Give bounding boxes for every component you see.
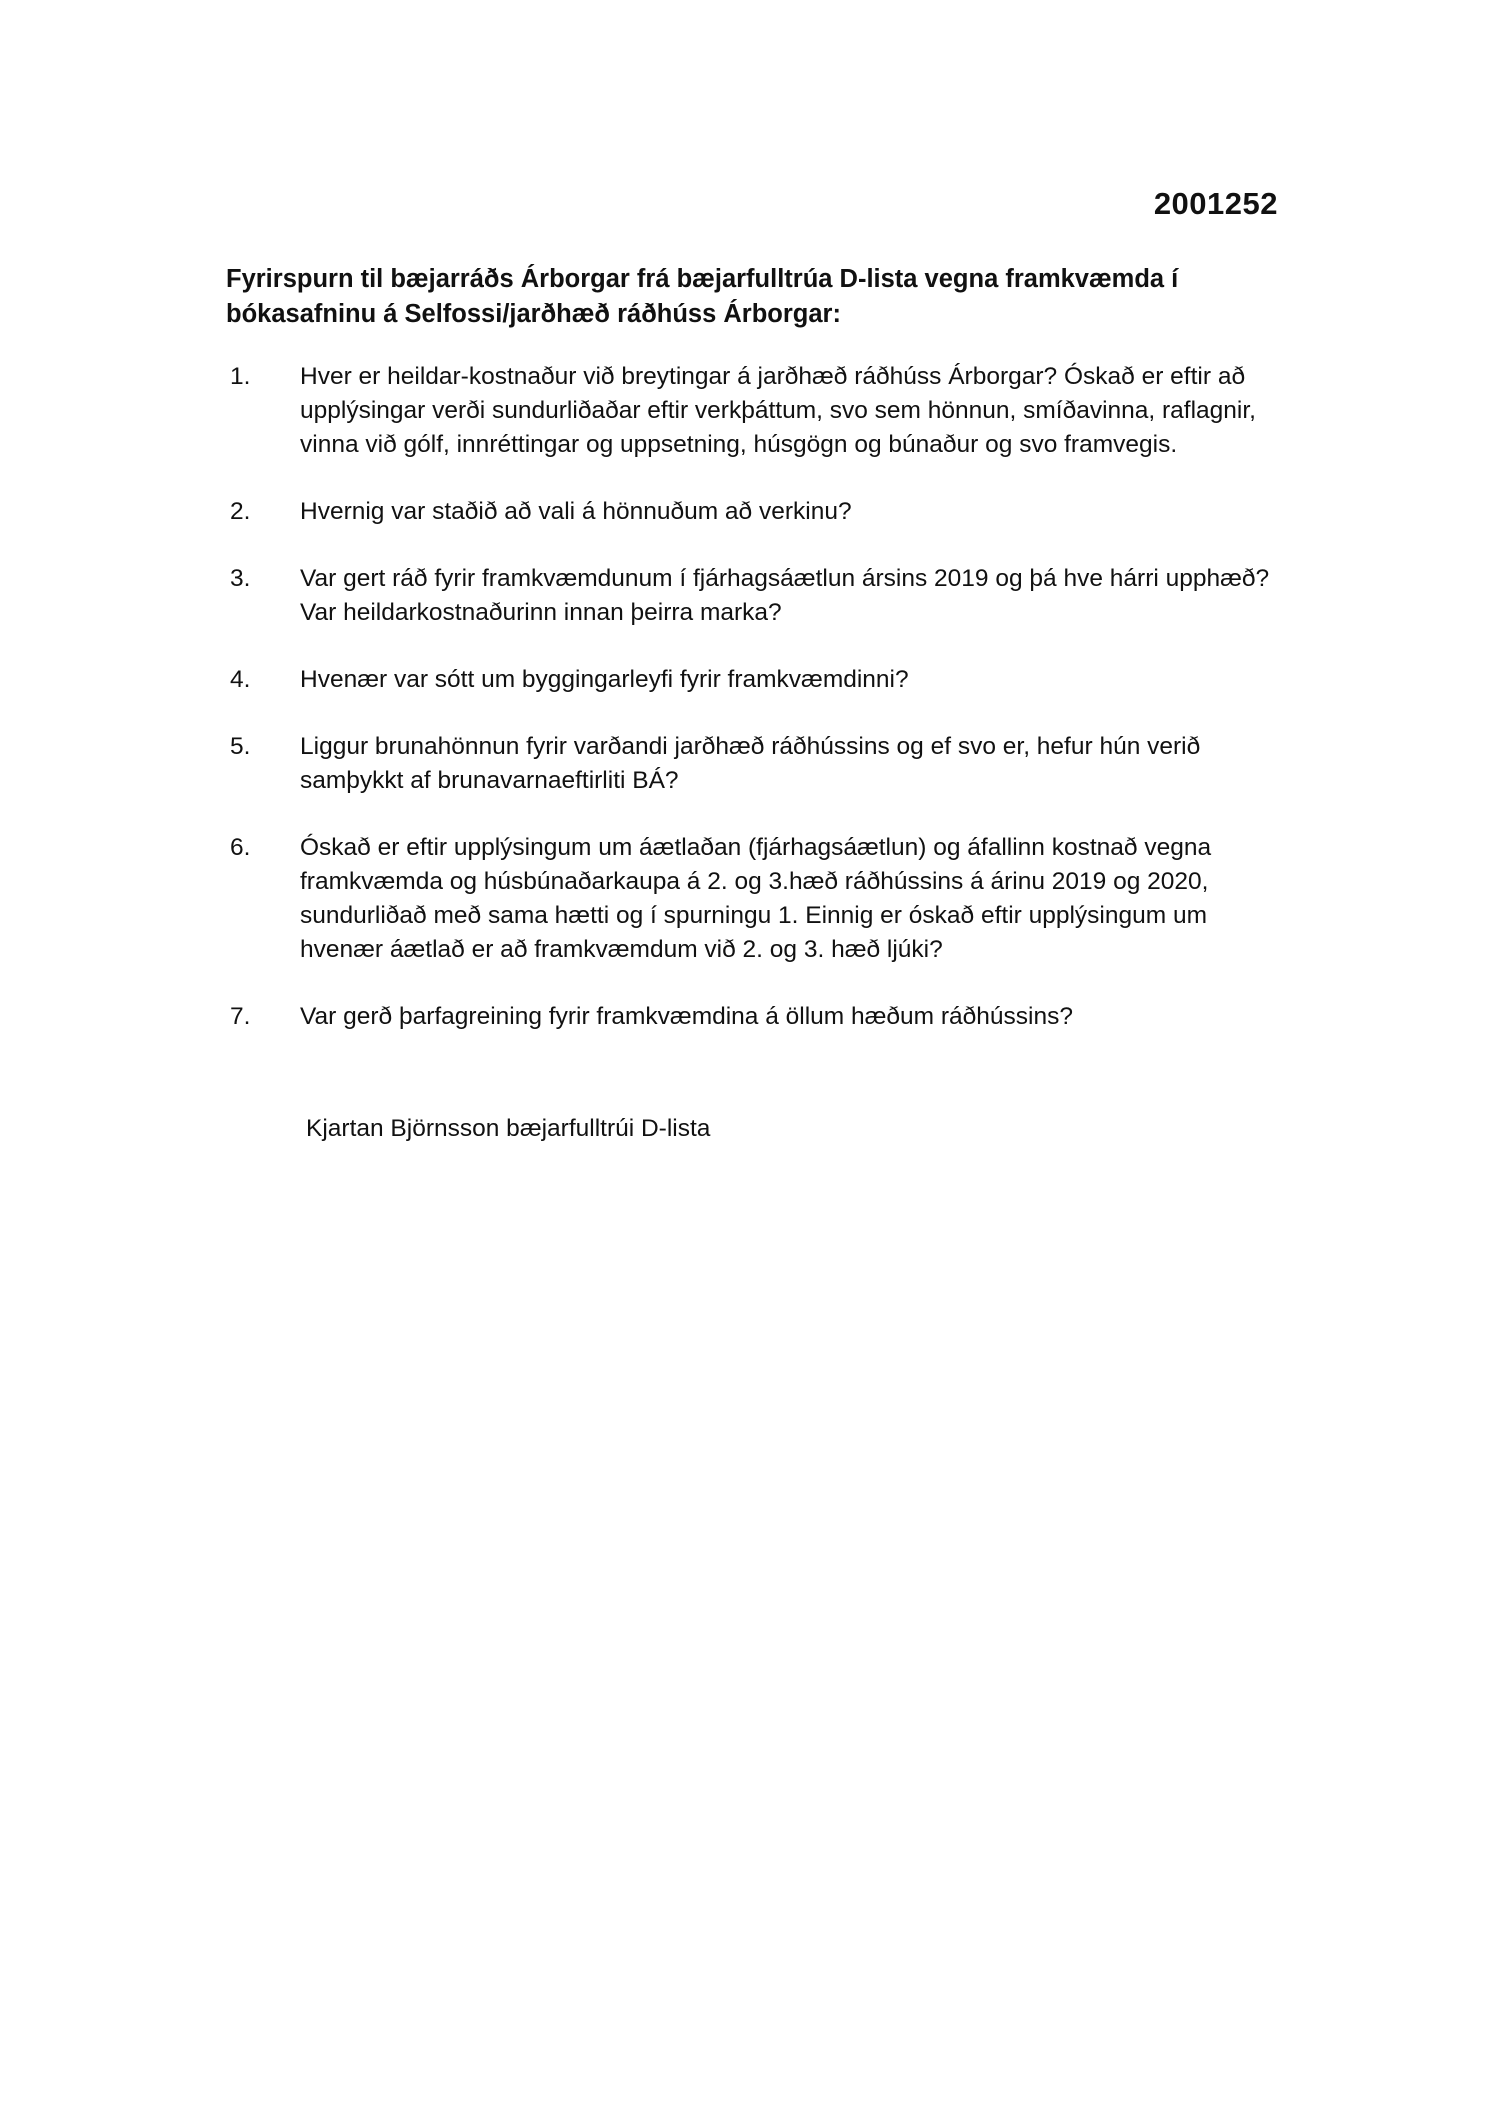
- question-item: [226, 495, 1296, 529]
- question-text: Var gert ráð fyrir framkvæmdunum í fjárhagsáætlun ársins 2019 og þá hve hárri upphæð? Var heildarkostnaðurinn innan þeirra marka?: [300, 565, 1270, 626]
- question-item: [226, 562, 1296, 630]
- question-item: [226, 663, 1296, 697]
- document-title: Fyrirspurn til bæjarráðs Árborgar frá bæjarfulltrúa D-lista vegna framkvæmda í bókasafninu á Selfossi/jarðhæð ráðhúss Árborgar:: [226, 265, 1179, 328]
- question-item: [226, 831, 1296, 967]
- question-item: [226, 360, 1296, 462]
- question-text: Óskað er eftir upplýsingum um áætlaðan (fjárhagsáætlun) og áfallinn kostnað vegna framkvæmda og húsbúnaðarkaupa á 2. og 3.hæð ráðhússins á árinu 2019 og 2020, sundurliðað með sama hætti og í spurningu 1. Einnig er óskað eftir upplýsingum um hvenær áætlað er að framkvæmdum við 2. og 3. hæð ljúki?: [300, 834, 1212, 963]
- question-text: Hver er heildar-kostnaður við breytingar á jarðhæð ráðhúss Árborgar? Óskað er eftir að upplýsingar verði sundurliðaðar eftir verkþáttum, svo sem hönnun, smíðavinna, raflagnir, vinna við gólf, innréttingar og uppsetning, húsgögn og búnaður og svo framvegis.: [300, 363, 1256, 458]
- question-text: Liggur brunahönnun fyrir varðandi jarðhæð ráðhússins og ef svo er, hefur hún verið samþykkt af brunavarnaeftirliti BÁ?: [300, 733, 1201, 794]
- question-item: [226, 730, 1296, 798]
- question-number: 3.: [230, 565, 251, 592]
- question-number: 7.: [230, 1003, 251, 1030]
- question-text: Hvernig var staðið að vali á hönnuðum að verkinu?: [300, 498, 852, 525]
- question-text: Var gerð þarfagreining fyrir framkvæmdina á öllum hæðum ráðhússins?: [300, 1003, 1073, 1030]
- document-number: 2001252: [1153, 186, 1278, 221]
- question-number: 5.: [230, 733, 251, 760]
- question-item: [226, 1000, 1296, 1034]
- question-number: 4.: [230, 666, 251, 693]
- question-number: 2.: [230, 498, 251, 525]
- question-number: 6.: [230, 834, 251, 861]
- signature: Kjartan Björnsson bæjarfulltrúi D-lista: [306, 1115, 711, 1142]
- question-list: [226, 360, 1296, 1067]
- question-text: Hvenær var sótt um byggingarleyfi fyrir framkvæmdinni?: [300, 666, 909, 693]
- question-number: 1.: [230, 363, 251, 390]
